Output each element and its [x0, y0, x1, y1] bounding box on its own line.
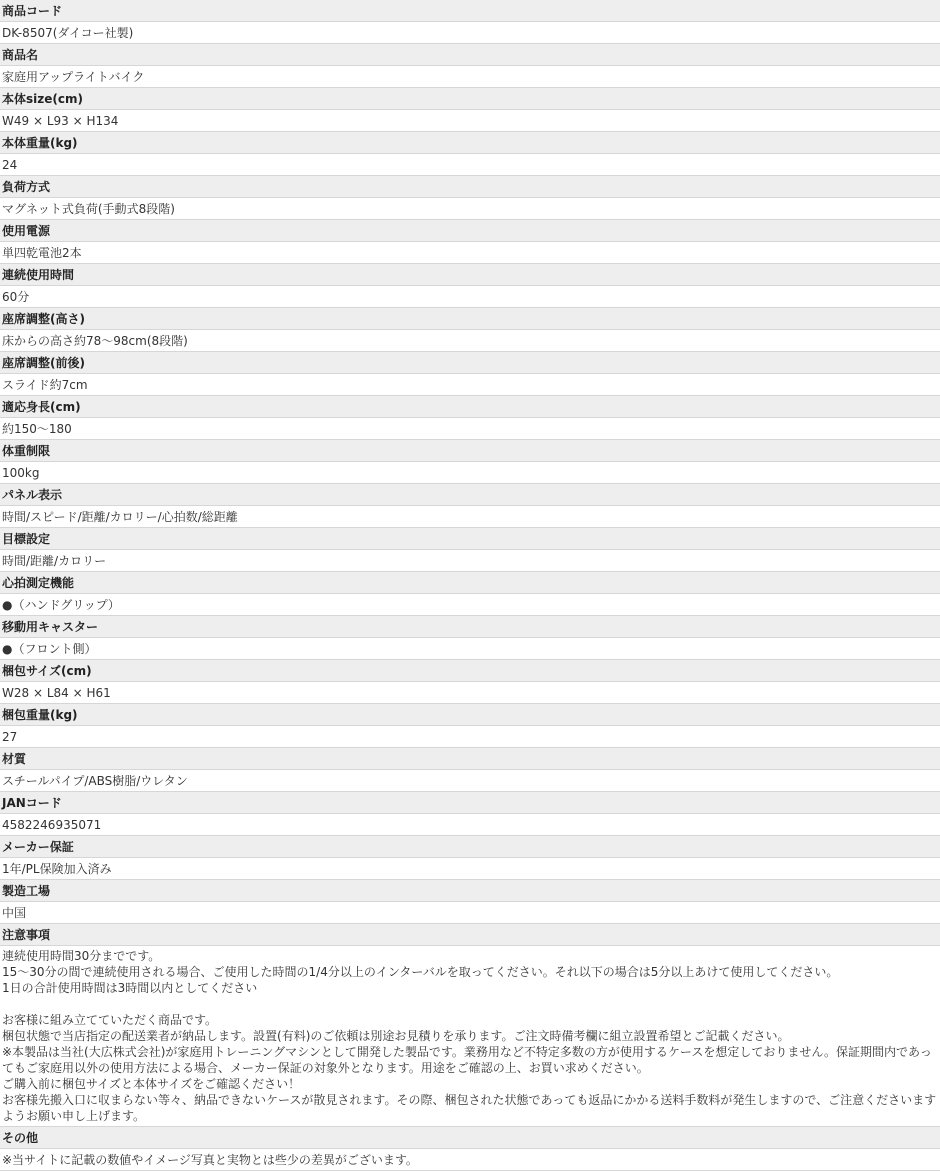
other-label-row: [0, 1127, 940, 1149]
spec-value: DK-8507(ダイコー社製): [0, 22, 940, 44]
spec-label-row: [0, 132, 940, 154]
spec-label: 製造工場: [0, 880, 940, 902]
spec-label: 連続使用時間: [0, 264, 940, 286]
spec-value: スチールパイプ/ABS樹脂/ウレタン: [0, 770, 940, 792]
spec-label: 心拍測定機能: [0, 572, 940, 594]
note-line: ※本製品は当社(大広株式会社)が家庭用トレーニングマシンとして開発した製品です。業務用など不特定多数の方が使用するケースを想定しておりません。保証期間内であってもご家庭用以外の使用方法による場合、メーカー保証の対象外となります。用途をご確認の上、お買い求めください。: [2, 1045, 932, 1075]
spec-value-row: [0, 638, 940, 660]
spec-label: 目標設定: [0, 528, 940, 550]
spec-value-row: [0, 858, 940, 880]
spec-label-row: [0, 440, 940, 462]
spec-label-row: [0, 264, 940, 286]
other-label: その他: [0, 1127, 940, 1149]
note-line: お客様先搬入口に収まらない等々、納品できないケースが散見されます。その際、梱包された状態であっても返品にかかる送料手数料が発生しますので、ご注意くださいますようお願い申し上げます。: [2, 1093, 937, 1123]
spec-value: 時間/距離/カロリー: [0, 550, 940, 572]
spec-label: 商品コード: [0, 0, 940, 22]
spec-label-row: [0, 176, 940, 198]
spec-value: ●（ハンドグリップ）: [0, 594, 940, 616]
note-line: 15～30分の間で連続使用される場合、ご使用した時間の1/4分以上のインターバルを取ってください。それ以下の場合は5分以上あけて使用してください。: [2, 965, 839, 979]
spec-value: スライド約7cm: [0, 374, 940, 396]
note-line: ご購入前に梱包サイズと本体サイズをご確認ください！: [2, 1077, 301, 1091]
spec-value: W49 × L93 × H134: [0, 110, 940, 132]
spec-label: 梱包重量(kg): [0, 704, 940, 726]
spec-value-row: [0, 66, 940, 88]
spec-label: 座席調整(高さ): [0, 308, 940, 330]
spec-label-row: [0, 572, 940, 594]
spec-value-row: [0, 154, 940, 176]
notes-label-row: [0, 924, 940, 946]
spec-value-row: [0, 330, 940, 352]
spec-label: 使用電源: [0, 220, 940, 242]
spec-value: 4582246935071: [0, 814, 940, 836]
spec-value-row: [0, 198, 940, 220]
spec-value-row: [0, 506, 940, 528]
spec-value-row: [0, 902, 940, 924]
spec-label: 本体重量(kg): [0, 132, 940, 154]
spec-label-row: [0, 836, 940, 858]
spec-value-row: [0, 814, 940, 836]
spec-label: 体重制限: [0, 440, 940, 462]
spec-label-row: [0, 396, 940, 418]
spec-value-row: [0, 770, 940, 792]
spec-value-row: [0, 374, 940, 396]
spec-value: 時間/スピード/距離/カロリー/心拍数/総距離: [0, 506, 940, 528]
spec-value-row: [0, 594, 940, 616]
spec-value: 1年/PL保険加入済み: [0, 858, 940, 880]
spec-label-row: [0, 880, 940, 902]
spec-value-row: [0, 550, 940, 572]
spec-label-row: [0, 0, 940, 22]
spec-label-row: [0, 220, 940, 242]
spec-label: 移動用キャスター: [0, 616, 940, 638]
spec-label: メーカー保証: [0, 836, 940, 858]
spec-label-row: [0, 44, 940, 66]
spec-value: 24: [0, 154, 940, 176]
spec-label: 適応身長(cm): [0, 396, 940, 418]
spec-value: 27: [0, 726, 940, 748]
spec-value: 単四乾電池2本: [0, 242, 940, 264]
spec-label-row: [0, 792, 940, 814]
spec-value: W28 × L84 × H61: [0, 682, 940, 704]
notes-text: [0, 946, 940, 1127]
spec-label: 商品名: [0, 44, 940, 66]
spec-label-row: [0, 616, 940, 638]
notes-value-row: [0, 946, 940, 1127]
spec-value-row: [0, 22, 940, 44]
spec-label: 材質: [0, 748, 940, 770]
spec-value-row: [0, 418, 940, 440]
note-line: 梱包状態で当店指定の配送業者が納品します。設置(有料)のご依頼は別途お見積りを承ります。ご注文時備考欄に組立設置希望とご記載ください。: [2, 1029, 790, 1043]
spec-value: マグネット式負荷(手動式8段階): [0, 198, 940, 220]
spec-value-row: [0, 462, 940, 484]
spec-label-row: [0, 88, 940, 110]
note-line-blank: [2, 996, 938, 1012]
spec-value: 60分: [0, 286, 940, 308]
spec-value: 家庭用アップライトバイク: [0, 66, 940, 88]
spec-label: JANコード: [0, 792, 940, 814]
spec-label: 梱包サイズ(cm): [0, 660, 940, 682]
spec-label-row: [0, 308, 940, 330]
note-line: お客様に組み立てていただく商品です。: [2, 1013, 218, 1027]
spec-value-row: [0, 286, 940, 308]
spec-label-row: [0, 528, 940, 550]
spec-label: 座席調整(前後): [0, 352, 940, 374]
spec-value: ●（フロント側）: [0, 638, 940, 660]
spec-value: 約150～180: [0, 418, 940, 440]
spec-label-row: [0, 748, 940, 770]
other-value-row: [0, 1149, 940, 1171]
spec-value-row: [0, 110, 940, 132]
spec-value: 100kg: [0, 462, 940, 484]
spec-label: 負荷方式: [0, 176, 940, 198]
spec-label: パネル表示: [0, 484, 940, 506]
spec-value: 床からの高さ約78～98cm(8段階): [0, 330, 940, 352]
spec-label: 本体size(cm): [0, 88, 940, 110]
spec-label-row: [0, 660, 940, 682]
other-value: ※当サイトに記載の数値やイメージ写真と実物とは些少の差異がございます。: [0, 1149, 940, 1171]
spec-label-row: [0, 704, 940, 726]
note-line: 1日の合計使用時間は3時間以内としてください: [2, 981, 258, 995]
spec-label-row: [0, 484, 940, 506]
spec-value-row: [0, 682, 940, 704]
note-line: 連続使用時間30分までです。: [2, 949, 161, 963]
notes-label: 注意事項: [0, 924, 940, 946]
spec-value-row: [0, 726, 940, 748]
spec-label-row: [0, 352, 940, 374]
spec-value: 中国: [0, 902, 940, 924]
spec-value-row: [0, 242, 940, 264]
